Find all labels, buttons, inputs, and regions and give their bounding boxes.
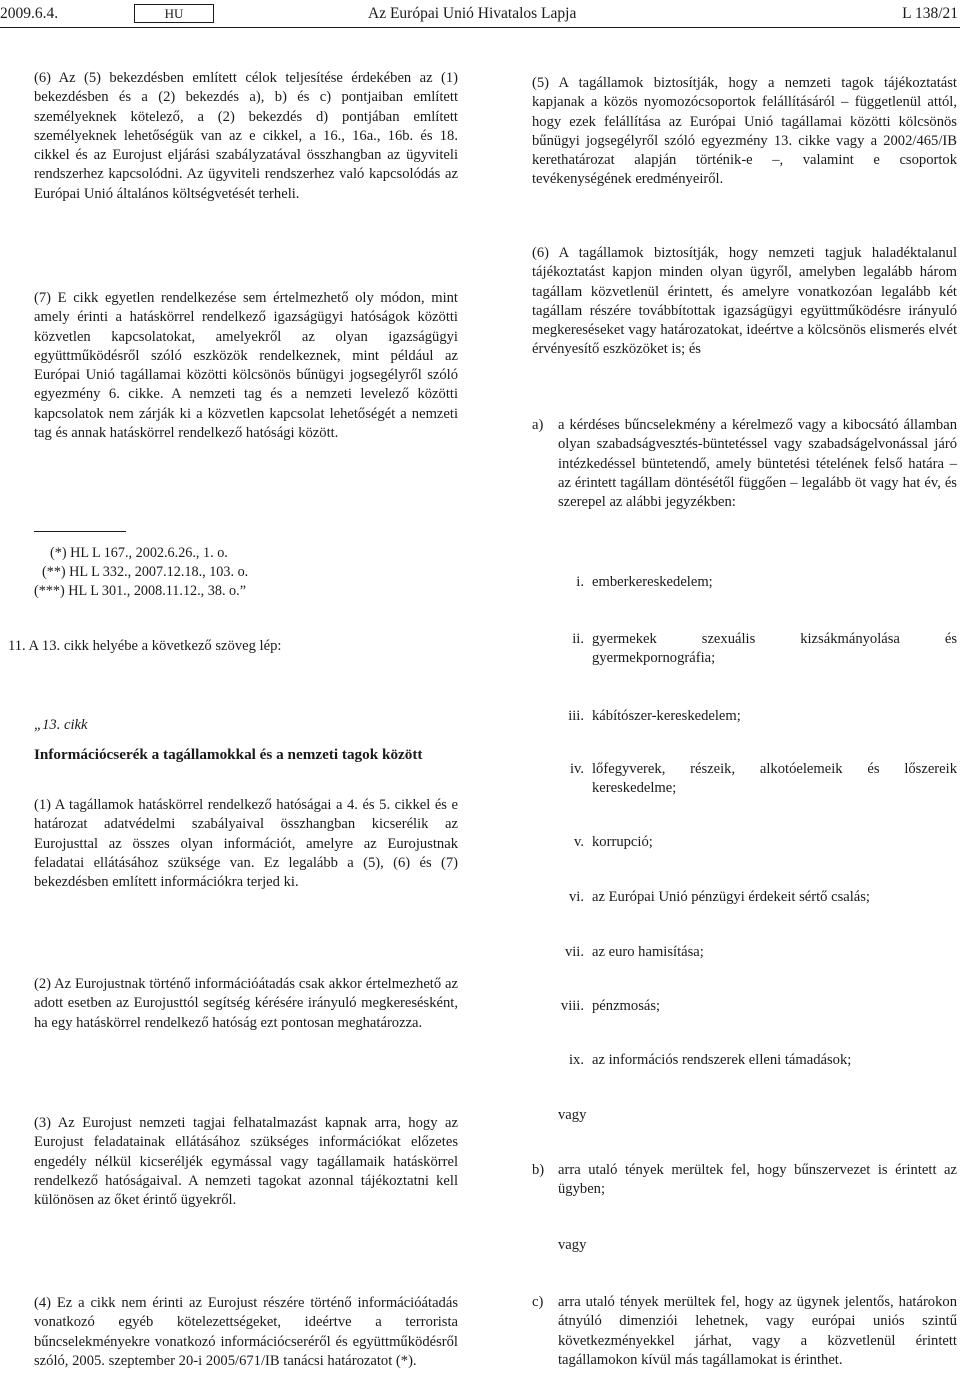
point-a-letter: a) bbox=[532, 417, 544, 433]
article-number: „13. cikk bbox=[34, 717, 88, 733]
point-b-text: arra utaló tények merültek fel, hogy bűnszervezet is érintett az ügyben; bbox=[558, 1162, 957, 1198]
issue-date: 2009.6.4. bbox=[0, 5, 59, 22]
list-item-number: i. bbox=[576, 574, 584, 590]
list-item-text: pénzmosás; bbox=[592, 998, 661, 1014]
list-item-number: v. bbox=[574, 834, 584, 850]
language-code-box: HU bbox=[134, 4, 214, 23]
list-item-number: vii. bbox=[564, 944, 584, 960]
list-item-number: iv. bbox=[569, 761, 584, 777]
article-paragraph-2: (2) Az Eurojustnak történő információátadás csak akkor értelmezhető az adott esetben az Eurojusttól segítség kérésére irányuló megkeresésként, ha egy hatáskörrel rendelkező hatóság ezt pontosan meghatározza. bbox=[34, 976, 458, 1031]
list-item-text: emberkereskedelem; bbox=[592, 574, 713, 590]
article-paragraph-1: (1) A tagállamok hatáskörrel rendelkező hatóságai a 4. és 5. cikkel és e határozat adatvédelmi szabályaival összhangban kicserélik az Eurojusttal az összes olyan információt, amelyre az Eurojustnak feladatai ellátásához szüksége van. Ez legalább a (5), (6) és (7) bekezdésben említett információkra terjed ki. bbox=[34, 797, 458, 891]
amendment-item-11: 11. A 13. cikk helyébe a következő szöveg lép: bbox=[8, 638, 282, 654]
header-rule bbox=[0, 27, 960, 28]
list-item-number: vi. bbox=[569, 889, 584, 905]
article-title: Információcserék a tagállamokkal és a nemzeti tagok között bbox=[34, 746, 423, 763]
list-item-number: viii. bbox=[560, 998, 584, 1014]
point-c-letter: c) bbox=[532, 1294, 544, 1310]
journal-title: Az Európai Unió Hivatalos Lapja bbox=[368, 5, 577, 22]
article-paragraph-5: (5) A tagállamok biztosítják, hogy a nemzeti tagok tájékoztatást kapjanak a közös nyomozócsoportok felállításáról – függetlenül attól, hogy ezek felállítása az Európai Unió tagállamai közötti kölcsönös bűnügyi jogsegélyről szóló egyezmény 13. cikke vagy a 2002/465/IB kerethatározat alapján történik-e –, valamint e csoportok tevékenységének eredményeiről. bbox=[532, 75, 957, 188]
list-item-text: gyermekek szexuális kizsákmányolása és gyermekpornográfia; bbox=[592, 631, 957, 667]
paragraph-6: (6) Az (5) bekezdésben említett célok teljesítése érdekében az (1) bekezdésben és a (2) bekezdés a), b) és c) pontjaiban említett személyeknek kötelező, a (2) bekezdés d) pontjában említett személyeknek lehetőségük van az e cikkel, a 16., 16a., 16b. és 18. cikkel és az Eurojust eljárási szabályzatával összhangban az ügyviteli rendszerhez kapcsolódni. Az ügyviteli rendszerhez való kapcsolódás az Európai Unió általános költségvetését terheli. bbox=[34, 70, 458, 202]
list-item-number: iii. bbox=[568, 708, 584, 724]
point-a-text: a kérdéses bűncselekmény a kérelmező vagy a kibocsátó államban olyan szabadságvesztés-büntetéssel vagy szabadságelvonással járó intézkedéssel büntetendő, amely büntetési tételének felső határa – az érintett tagállam döntésétől függően – legalább öt vagy hat év, és szerepel az alábbi jegyzékben: bbox=[558, 417, 957, 511]
list-item-text: lőfegyverek, részeik, alkotóelemeik és lőszereik kereskedelme; bbox=[592, 761, 957, 797]
list-item-number: ix. bbox=[569, 1052, 584, 1068]
point-b-letter: b) bbox=[532, 1162, 545, 1178]
article-paragraph-6: (6) A tagállamok biztosítják, hogy nemzeti tagjuk haladéktalanul tájékoztatást kapjon minden olyan ügyről, amelyben legalább három tagállam közvetlenül érintett, és amelyre vonatkozóan legalább két tagállam részére továbbítottak igazságügyi együttműködésre irányuló megkereséseket vagy határozatokat, ideértve a kölcsönös elismerés elvét érvényesítő eszközöket is; és bbox=[532, 245, 957, 358]
list-item-text: az Európai Unió pénzügyi érdekeit sértő csalás; bbox=[592, 889, 870, 905]
page-header bbox=[0, 2, 960, 26]
list-item-text: korrupció; bbox=[592, 834, 653, 850]
list-item-text: az információs rendszerek elleni támadások; bbox=[592, 1052, 852, 1068]
point-c-text: arra utaló tények merültek fel, hogy az ügynek jelentős, határokon átnyúló dimenziói lehetnek, vagy európai uniós szintű következményekkel járhat, vagy a közvetlenül érintett tagállamokon kívül más tagállamokat is érinthet. bbox=[558, 1294, 957, 1368]
page-number: L 138/21 bbox=[902, 5, 958, 22]
conjunction-or-1: vagy bbox=[558, 1107, 587, 1123]
list-item-text: kábítószer-kereskedelem; bbox=[592, 708, 741, 724]
footnote-rule bbox=[34, 531, 126, 532]
footnote-2: (**) HL L 332., 2007.12.18., 103. o. bbox=[42, 564, 249, 580]
conjunction-or-2: vagy bbox=[558, 1237, 587, 1253]
article-paragraph-3: (3) Az Eurojust nemzeti tagjai felhatalmazást kapnak arra, hogy az Eurojust feladatainak ellátásához szükséges információkat előzetes engedély nélkül kicseréljék egymással vagy tagállamaik hatáskörrel rendelkező hatóságaival. A nemzeti tagokat azonnal tájékoztatni kell különösen az őket érintő ügyekről. bbox=[34, 1115, 458, 1209]
paragraph-7: (7) E cikk egyetlen rendelkezése sem értelmezhető oly módon, mint amely érinti a hatáskörrel rendelkező igazságügyi hatóságok közötti közvetlen kapcsolatokat, amelyekről az olyan igazságügyi együttműködésről szóló eszközök rendelkeznek, mint például az Európai Unió tagállamai közötti kölcsönös bűnügyi jogsegélyről szóló egyezmény 6. cikke. A nemzeti tag és a nemzeti levelező közötti kapcsolatok nem zárják ki a közvetlen kapcsolat lehetőségét a nemzeti tag és annak hatáskörrel rendelkező hatósági között. bbox=[34, 290, 458, 442]
list-item-number: ii. bbox=[572, 631, 584, 647]
article-paragraph-4: (4) Ez a cikk nem érinti az Eurojust részére történő információátadás vonatkozó egyéb kötelezettségeket, ideértve a terrorista bűncselekményekre vonatkozó információcseréről és együttműködésről szóló, 2005. szeptember 20-i 2005/671/IB tanácsi határozatot (*). bbox=[34, 1295, 458, 1369]
footnote-3: (***) HL L 301., 2008.11.12., 38. o.” bbox=[34, 583, 246, 599]
footnote-1: (*) HL L 167., 2002.6.26., 1. o. bbox=[50, 545, 228, 561]
list-item-text: az euro hamisítása; bbox=[592, 944, 704, 960]
